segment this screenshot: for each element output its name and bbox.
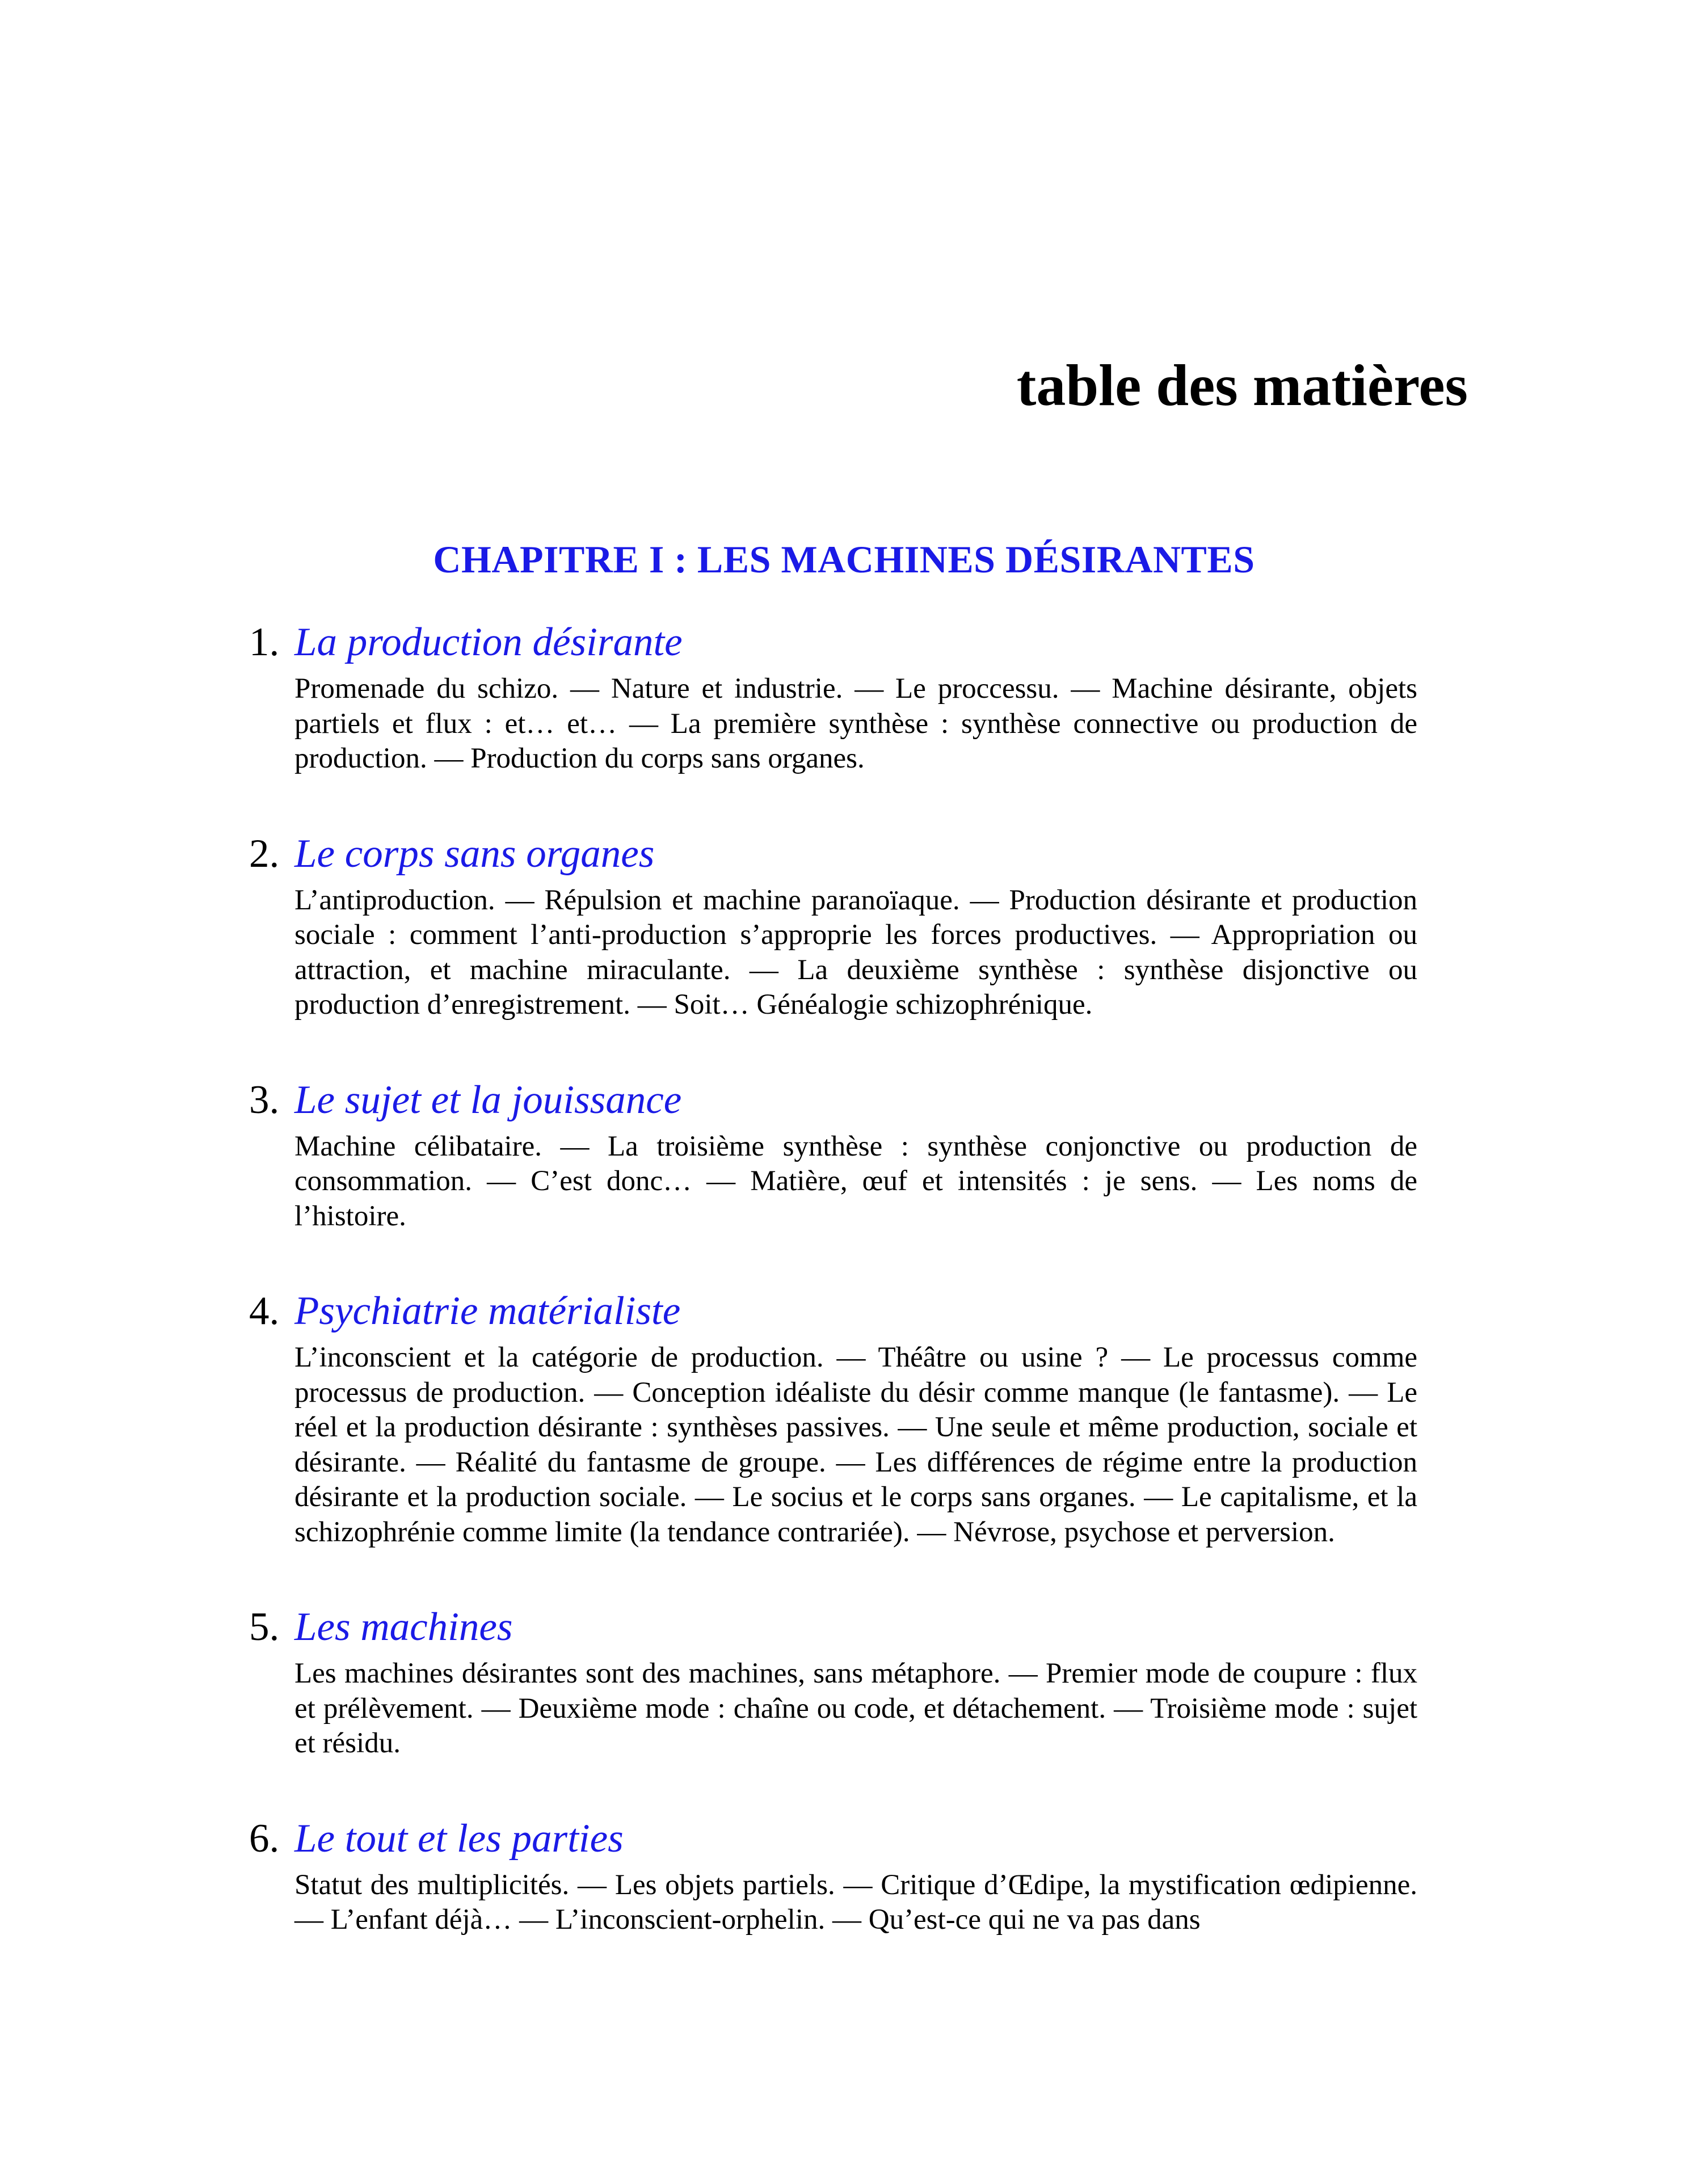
chapter-title: CHAPITRE I : LES MACHINES DÉSIRANTES [433,538,1255,581]
toc-entry [249,1281,1417,1550]
entry-title[interactable]: Le sujet et la jouissance [294,1077,682,1122]
entry-title[interactable]: Psychiatrie matérialiste [294,1289,681,1333]
entry-heading [249,824,1417,883]
entry-heading [249,1070,1417,1129]
toc-entry [249,1597,1417,1761]
entry-number: 4. [249,1289,280,1333]
entry-summary: Les machines désirantes sont des machines, sans métaphore. — Premier mode de coupure : flux et prélèvement. — Deuxième mode : chaîne ou code, et détachement. — Troisième mode : sujet et résidu. [294,1658,1417,1759]
entry-title[interactable]: Les machines [294,1605,513,1649]
entry-number: 6. [249,1816,280,1861]
entry-heading [249,1809,1417,1868]
toc-entry [249,1809,1417,1938]
entry-number: 1. [249,620,280,664]
toc-entry [249,824,1417,1023]
page-title: table des matières [1016,352,1468,418]
entry-summary: L’antiproduction. — Répulsion et machine paranoïaque. — Production désirante et production sociale : comment l’anti-production s’approprie les forces productives. — Appropriation ou attraction, et machine miraculante. — La deuxième synthèse : synthèse disjonctive ou production d’enregistrement. — Soit… Généalogie schizophrénique. [294,884,1417,1021]
entry-summary: Promenade du schizo. — Nature et industrie. — Le proccessu. — Machine désirante, objets partiels et flux : et… et… — La première synthèse : synthèse connective ou production de production. — Production du corps sans organes. [294,673,1417,774]
entry-number: 3. [249,1077,280,1122]
entry-title[interactable]: Le tout et les parties [294,1816,624,1861]
entry-summary: Machine célibataire. — La troisième synthèse : synthèse conjonctive ou production de consommation. — C’est donc… — Matière, œuf et intensités : je sens. — Les noms de l’histoire. [294,1130,1417,1232]
entry-heading [249,613,1417,672]
toc-entry [249,1070,1417,1234]
entry-heading [249,1281,1417,1340]
entry-number: 2. [249,831,280,876]
table-of-contents [249,613,1417,1938]
toc-entry [249,613,1417,777]
entry-summary: L’inconscient et la catégorie de production. — Théâtre ou usine ? — Le processus comme processus de production. — Conception idéaliste du désir comme manque (le fantasme). — Le réel et la production désirante : synthèses passives. — Une seule et même production, sociale et désirante. — Réalité du fantasme de groupe. — Les différences de régime entre la production désirante et la production sociale. — Le socius et le corps sans organes. — Le capitalisme, et la schizophrénie comme limite (la tendance contrariée). — Névrose, psychose et perversion. [294,1342,1417,1548]
entry-title[interactable]: La production désirante [294,620,683,664]
entry-number: 5. [249,1605,280,1649]
entry-summary: Statut des multiplicités. — Les objets partiels. — Critique d’Œdipe, la mystification œdipienne. — L’enfant déjà… — L’inconscient-orphelin. — Qu’est-ce qui ne va pas dans [294,1869,1417,1936]
entry-heading [249,1597,1417,1656]
entry-title[interactable]: Le corps sans organes [294,831,655,876]
